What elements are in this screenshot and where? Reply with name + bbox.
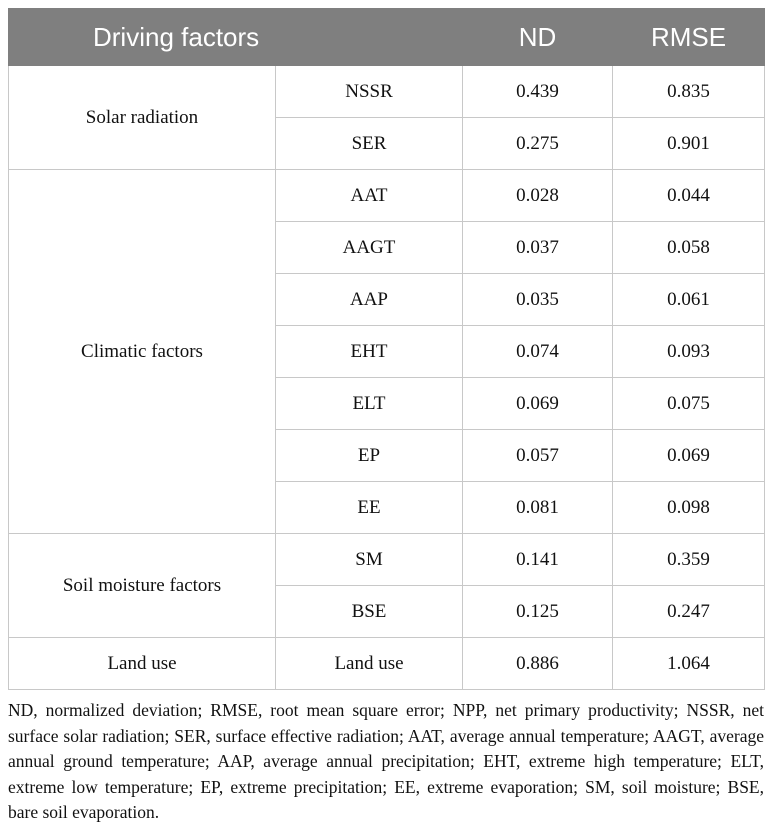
nd-cell: 0.028 <box>463 170 613 222</box>
nd-cell: 0.886 <box>463 638 613 690</box>
rmse-cell: 0.069 <box>613 430 765 482</box>
table-footnote: ND, normalized deviation; RMSE, root mean square error; NPP, net primary productivity; NSSR, net surface solar radiation; SER, surface effective radiation; AAT, average annual temperature; AAGT, average annual ground temperature; AAP, average annual precipitation; EHT, extreme high temperature; ELT, extreme low temperature; EP, extreme precipitation; EE, extreme evaporation; SM, soil moisture; BSE, bare soil evaporation. <box>8 700 764 823</box>
nd-cell: 0.035 <box>463 274 613 326</box>
rmse-cell: 0.359 <box>613 534 765 586</box>
group-solar-radiation: Solar radiation <box>9 66 276 170</box>
group-land-use: Land use <box>9 638 276 690</box>
factor-cell: SER <box>276 118 463 170</box>
factor-cell: AAP <box>276 274 463 326</box>
nd-cell: 0.081 <box>463 482 613 534</box>
factor-cell: SM <box>276 534 463 586</box>
nd-cell: 0.074 <box>463 326 613 378</box>
factor-cell: NSSR <box>276 66 463 118</box>
factor-cell: Land use <box>276 638 463 690</box>
group-climatic-factors: Climatic factors <box>9 170 276 534</box>
nd-cell: 0.069 <box>463 378 613 430</box>
header-nd: ND <box>463 9 613 66</box>
header-rmse: RMSE <box>613 9 765 66</box>
rmse-cell: 1.064 <box>613 638 765 690</box>
factor-cell: ELT <box>276 378 463 430</box>
table-row <box>9 534 765 586</box>
rmse-cell: 0.901 <box>613 118 765 170</box>
factor-cell: AAGT <box>276 222 463 274</box>
nd-cell: 0.037 <box>463 222 613 274</box>
rmse-cell: 0.044 <box>613 170 765 222</box>
driving-factors-table <box>8 8 765 690</box>
table-row <box>9 638 765 690</box>
rmse-cell: 0.061 <box>613 274 765 326</box>
factor-cell: BSE <box>276 586 463 638</box>
factor-cell: EHT <box>276 326 463 378</box>
rmse-cell: 0.075 <box>613 378 765 430</box>
nd-cell: 0.057 <box>463 430 613 482</box>
nd-cell: 0.125 <box>463 586 613 638</box>
nd-cell: 0.439 <box>463 66 613 118</box>
rmse-cell: 0.093 <box>613 326 765 378</box>
nd-cell: 0.141 <box>463 534 613 586</box>
group-soil-moisture-factors: Soil moisture factors <box>9 534 276 638</box>
rmse-cell: 0.247 <box>613 586 765 638</box>
header-driving-factors: Driving factors <box>9 9 463 66</box>
nd-cell: 0.275 <box>463 118 613 170</box>
table-row <box>9 170 765 222</box>
table-header-row <box>9 9 765 66</box>
rmse-cell: 0.098 <box>613 482 765 534</box>
factor-cell: EP <box>276 430 463 482</box>
factor-cell: AAT <box>276 170 463 222</box>
table-row <box>9 66 765 118</box>
rmse-cell: 0.058 <box>613 222 765 274</box>
table-container <box>8 8 764 690</box>
factor-cell: EE <box>276 482 463 534</box>
rmse-cell: 0.835 <box>613 66 765 118</box>
